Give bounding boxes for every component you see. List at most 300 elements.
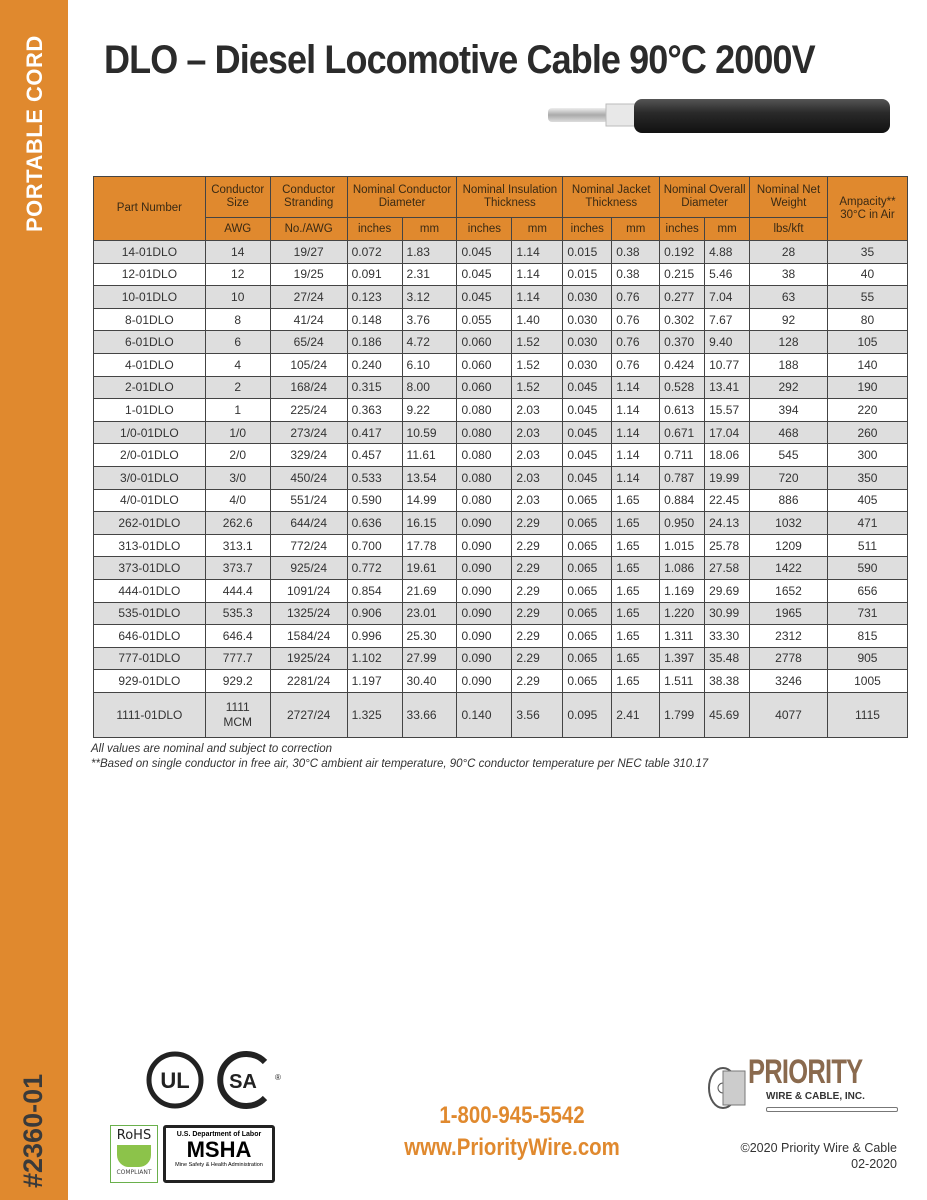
cell-jacket-mm: 1.65 <box>612 512 660 535</box>
cell-insulation-mm: 2.03 <box>512 421 563 444</box>
cell-conductor-dia-in: 0.854 <box>347 579 402 602</box>
cell-part-number: 2/0-01DLO <box>94 444 206 467</box>
header-net-weight: Nominal Net Weight <box>750 177 828 218</box>
cell-conductor-dia-mm: 10.59 <box>402 421 457 444</box>
cell-part-number: 313-01DLO <box>94 534 206 557</box>
cell-overall-dia-in: 0.528 <box>660 376 705 399</box>
cell-ampacity: 260 <box>827 421 907 444</box>
cell-conductor-dia-in: 0.417 <box>347 421 402 444</box>
cell-conductor-dia-mm: 11.61 <box>402 444 457 467</box>
cell-jacket-mm: 1.65 <box>612 557 660 580</box>
cell-overall-dia-in: 0.370 <box>660 331 705 354</box>
unit-lbs-kft: lbs/kft <box>750 218 828 241</box>
cell-ampacity: 511 <box>827 534 907 557</box>
cell-conductor-size: 444.4 <box>205 579 270 602</box>
cell-net-weight: 1209 <box>750 534 828 557</box>
table-row <box>94 534 908 557</box>
cell-insulation-in: 0.080 <box>457 489 512 512</box>
footnotes <box>91 742 708 772</box>
cell-part-number: 1111-01DLO <box>94 692 206 737</box>
cell-part-number: 1/0-01DLO <box>94 421 206 444</box>
table-row <box>94 421 908 444</box>
cell-net-weight: 394 <box>750 399 828 422</box>
table-row <box>94 263 908 286</box>
cell-stranding: 41/24 <box>270 308 347 331</box>
cell-jacket-in: 0.030 <box>563 286 612 309</box>
cell-part-number: 6-01DLO <box>94 331 206 354</box>
cell-conductor-size: 3/0 <box>205 466 270 489</box>
cell-overall-dia-in: 0.613 <box>660 399 705 422</box>
cell-conductor-dia-mm: 19.61 <box>402 557 457 580</box>
rohs-sub: COMPLIANT <box>116 1169 152 1176</box>
cell-jacket-mm: 1.14 <box>612 376 660 399</box>
cell-ampacity: 731 <box>827 602 907 625</box>
cell-jacket-in: 0.065 <box>563 647 612 670</box>
unit-mm: mm <box>512 218 563 241</box>
cell-conductor-dia-in: 0.091 <box>347 263 402 286</box>
cell-insulation-in: 0.045 <box>457 263 512 286</box>
table-row <box>94 602 908 625</box>
cell-overall-dia-mm: 18.06 <box>705 444 750 467</box>
cell-jacket-mm: 2.41 <box>612 692 660 737</box>
cell-conductor-dia-in: 0.240 <box>347 353 402 376</box>
cell-net-weight: 720 <box>750 466 828 489</box>
cell-insulation-mm: 2.29 <box>512 647 563 670</box>
cable-illustration <box>548 98 893 134</box>
cell-net-weight: 1422 <box>750 557 828 580</box>
cell-ampacity: 40 <box>827 263 907 286</box>
cell-jacket-in: 0.095 <box>563 692 612 737</box>
cell-insulation-mm: 2.29 <box>512 602 563 625</box>
cell-conductor-dia-mm: 4.72 <box>402 331 457 354</box>
cell-ampacity: 905 <box>827 647 907 670</box>
cell-insulation-in: 0.090 <box>457 579 512 602</box>
table-row <box>94 308 908 331</box>
cell-conductor-size: 4 <box>205 353 270 376</box>
cell-part-number: 3/0-01DLO <box>94 466 206 489</box>
cell-conductor-dia-mm: 13.54 <box>402 466 457 489</box>
cell-conductor-size: 646.4 <box>205 625 270 648</box>
header-jacket-thickness: Nominal Jacket Thickness <box>563 177 660 218</box>
cell-insulation-mm: 2.03 <box>512 466 563 489</box>
cell-jacket-in: 0.015 <box>563 241 612 264</box>
website-link[interactable]: www.PriorityWire.com <box>404 1134 620 1161</box>
unit-inches: inches <box>347 218 402 241</box>
table-row <box>94 399 908 422</box>
cell-conductor-dia-in: 0.906 <box>347 602 402 625</box>
cell-net-weight: 38 <box>750 263 828 286</box>
table-row <box>94 466 908 489</box>
cell-conductor-size: 373.7 <box>205 557 270 580</box>
cell-conductor-dia-in: 0.186 <box>347 331 402 354</box>
cell-conductor-dia-in: 1.197 <box>347 670 402 693</box>
cell-overall-dia-mm: 33.30 <box>705 625 750 648</box>
header-conductor-size: Conductor Size <box>205 177 270 218</box>
table-row <box>94 625 908 648</box>
contact-block <box>382 1102 642 1162</box>
cell-net-weight: 2778 <box>750 647 828 670</box>
cell-conductor-dia-mm: 8.00 <box>402 376 457 399</box>
cell-stranding: 105/24 <box>270 353 347 376</box>
cell-stranding: 644/24 <box>270 512 347 535</box>
cell-conductor-dia-in: 0.315 <box>347 376 402 399</box>
cell-conductor-dia-in: 0.996 <box>347 625 402 648</box>
cell-insulation-in: 0.090 <box>457 647 512 670</box>
table-row <box>94 286 908 309</box>
cell-overall-dia-in: 1.397 <box>660 647 705 670</box>
category-label: PORTABLE CORD <box>22 35 47 232</box>
cell-conductor-dia-mm: 1.83 <box>402 241 457 264</box>
cell-conductor-dia-mm: 21.69 <box>402 579 457 602</box>
cell-ampacity: 105 <box>827 331 907 354</box>
cell-overall-dia-mm: 5.46 <box>705 263 750 286</box>
cell-conductor-size: 14 <box>205 241 270 264</box>
cell-conductor-dia-mm: 27.99 <box>402 647 457 670</box>
table-row <box>94 512 908 535</box>
table-row <box>94 670 908 693</box>
cell-part-number: 373-01DLO <box>94 557 206 580</box>
cell-net-weight: 2312 <box>750 625 828 648</box>
cell-conductor-size: 929.2 <box>205 670 270 693</box>
cell-conductor-dia-in: 1.102 <box>347 647 402 670</box>
cell-overall-dia-mm: 27.58 <box>705 557 750 580</box>
document-number: #2360-01 <box>18 1073 48 1188</box>
cell-jacket-in: 0.065 <box>563 602 612 625</box>
cell-insulation-mm: 2.29 <box>512 534 563 557</box>
cell-conductor-dia-mm: 30.40 <box>402 670 457 693</box>
cell-ampacity: 815 <box>827 625 907 648</box>
phone-number[interactable]: 1-800-945-5542 <box>439 1102 585 1129</box>
cell-stranding: 925/24 <box>270 557 347 580</box>
cell-net-weight: 4077 <box>750 692 828 737</box>
cell-jacket-in: 0.065 <box>563 512 612 535</box>
cell-insulation-in: 0.080 <box>457 421 512 444</box>
cell-jacket-mm: 0.76 <box>612 308 660 331</box>
cell-conductor-dia-mm: 16.15 <box>402 512 457 535</box>
table-body <box>94 241 908 738</box>
cell-overall-dia-in: 1.086 <box>660 557 705 580</box>
cell-stranding: 168/24 <box>270 376 347 399</box>
cell-insulation-in: 0.055 <box>457 308 512 331</box>
table-row <box>94 557 908 580</box>
cell-conductor-size: 8 <box>205 308 270 331</box>
cell-conductor-size: 2/0 <box>205 444 270 467</box>
cell-overall-dia-mm: 9.40 <box>705 331 750 354</box>
rohs-logo <box>110 1125 158 1183</box>
cell-conductor-size: 4/0 <box>205 489 270 512</box>
cell-stranding: 19/27 <box>270 241 347 264</box>
cell-jacket-mm: 1.65 <box>612 625 660 648</box>
cell-insulation-in: 0.045 <box>457 241 512 264</box>
svg-text:UL: UL <box>160 1068 190 1093</box>
cell-insulation-mm: 2.29 <box>512 579 563 602</box>
cell-insulation-in: 0.090 <box>457 625 512 648</box>
cell-stranding: 273/24 <box>270 421 347 444</box>
cell-part-number: 777-01DLO <box>94 647 206 670</box>
cell-insulation-in: 0.090 <box>457 534 512 557</box>
cell-overall-dia-in: 0.215 <box>660 263 705 286</box>
cell-stranding: 1925/24 <box>270 647 347 670</box>
cell-ampacity: 55 <box>827 286 907 309</box>
cell-insulation-mm: 1.14 <box>512 263 563 286</box>
table-row <box>94 692 908 737</box>
cell-insulation-in: 0.080 <box>457 399 512 422</box>
cell-part-number: 929-01DLO <box>94 670 206 693</box>
cell-conductor-dia-in: 0.590 <box>347 489 402 512</box>
cell-overall-dia-mm: 17.04 <box>705 421 750 444</box>
cell-part-number: 444-01DLO <box>94 579 206 602</box>
cell-insulation-in: 0.080 <box>457 466 512 489</box>
cell-overall-dia-mm: 4.88 <box>705 241 750 264</box>
priority-sub: WIRE & CABLE, INC. <box>766 1091 865 1102</box>
cell-ampacity: 590 <box>827 557 907 580</box>
cell-overall-dia-in: 1.169 <box>660 579 705 602</box>
header-conductor-diameter: Nominal Conductor Diameter <box>347 177 457 218</box>
cell-stranding: 551/24 <box>270 489 347 512</box>
cell-conductor-dia-in: 0.772 <box>347 557 402 580</box>
cell-net-weight: 468 <box>750 421 828 444</box>
cell-conductor-size: 313.1 <box>205 534 270 557</box>
cell-jacket-in: 0.030 <box>563 353 612 376</box>
cell-ampacity: 405 <box>827 489 907 512</box>
cell-insulation-in: 0.080 <box>457 444 512 467</box>
cell-conductor-dia-in: 1.325 <box>347 692 402 737</box>
cell-jacket-mm: 1.14 <box>612 466 660 489</box>
cell-overall-dia-mm: 10.77 <box>705 353 750 376</box>
cell-insulation-mm: 2.29 <box>512 670 563 693</box>
cell-conductor-dia-in: 0.636 <box>347 512 402 535</box>
svg-text:SA: SA <box>229 1071 257 1093</box>
cell-stranding: 1584/24 <box>270 625 347 648</box>
cell-conductor-dia-mm: 3.12 <box>402 286 457 309</box>
cell-conductor-dia-mm: 2.31 <box>402 263 457 286</box>
cell-net-weight: 292 <box>750 376 828 399</box>
table-row <box>94 579 908 602</box>
cell-insulation-mm: 1.52 <box>512 376 563 399</box>
cell-jacket-mm: 0.38 <box>612 241 660 264</box>
cell-insulation-mm: 2.29 <box>512 512 563 535</box>
cell-conductor-size: 777.7 <box>205 647 270 670</box>
cell-jacket-mm: 1.65 <box>612 489 660 512</box>
cell-stranding: 65/24 <box>270 331 347 354</box>
msha-text: MSHA <box>186 1137 252 1162</box>
cell-overall-dia-in: 0.950 <box>660 512 705 535</box>
cell-overall-dia-mm: 45.69 <box>705 692 750 737</box>
cell-stranding: 772/24 <box>270 534 347 557</box>
cell-part-number: 262-01DLO <box>94 512 206 535</box>
cell-overall-dia-in: 1.015 <box>660 534 705 557</box>
cell-ampacity: 140 <box>827 353 907 376</box>
cell-ampacity: 656 <box>827 579 907 602</box>
cell-insulation-mm: 3.56 <box>512 692 563 737</box>
cell-stranding: 329/24 <box>270 444 347 467</box>
cell-conductor-dia-mm: 9.22 <box>402 399 457 422</box>
cell-net-weight: 28 <box>750 241 828 264</box>
cell-jacket-in: 0.045 <box>563 376 612 399</box>
header-insulation-thickness: Nominal Insulation Thickness <box>457 177 563 218</box>
cell-overall-dia-in: 0.277 <box>660 286 705 309</box>
ul-logo <box>145 1050 205 1110</box>
cell-net-weight: 63 <box>750 286 828 309</box>
table-row <box>94 489 908 512</box>
cell-conductor-size: 10 <box>205 286 270 309</box>
cell-conductor-dia-in: 0.457 <box>347 444 402 467</box>
msha-sub: Mine Safety & Health Administration <box>175 1162 263 1168</box>
orange-sidebar <box>0 0 68 1200</box>
cell-insulation-mm: 2.03 <box>512 444 563 467</box>
cell-conductor-dia-mm: 14.99 <box>402 489 457 512</box>
cell-overall-dia-mm: 30.99 <box>705 602 750 625</box>
cell-conductor-dia-in: 0.363 <box>347 399 402 422</box>
cell-conductor-dia-mm: 23.01 <box>402 602 457 625</box>
cell-jacket-mm: 1.65 <box>612 534 660 557</box>
cell-part-number: 10-01DLO <box>94 286 206 309</box>
cell-insulation-in: 0.090 <box>457 602 512 625</box>
cell-net-weight: 1965 <box>750 602 828 625</box>
cell-jacket-in: 0.065 <box>563 625 612 648</box>
header-ampacity: Ampacity** 30°C in Air <box>827 177 907 241</box>
cell-part-number: 4-01DLO <box>94 353 206 376</box>
cell-jacket-mm: 1.65 <box>612 602 660 625</box>
cell-net-weight: 128 <box>750 331 828 354</box>
cell-overall-dia-mm: 7.67 <box>705 308 750 331</box>
unit-awg: AWG <box>205 218 270 241</box>
cell-net-weight: 886 <box>750 489 828 512</box>
cell-net-weight: 1652 <box>750 579 828 602</box>
cell-ampacity: 35 <box>827 241 907 264</box>
cell-jacket-in: 0.065 <box>563 534 612 557</box>
cell-overall-dia-mm: 15.57 <box>705 399 750 422</box>
cell-overall-dia-in: 1.311 <box>660 625 705 648</box>
cell-overall-dia-in: 0.302 <box>660 308 705 331</box>
cell-stranding: 2727/24 <box>270 692 347 737</box>
cell-insulation-in: 0.045 <box>457 286 512 309</box>
cell-insulation-mm: 2.03 <box>512 489 563 512</box>
cell-net-weight: 92 <box>750 308 828 331</box>
cell-conductor-size: 262.6 <box>205 512 270 535</box>
cell-conductor-size: 1 <box>205 399 270 422</box>
cell-conductor-dia-mm: 33.66 <box>402 692 457 737</box>
cell-part-number: 4/0-01DLO <box>94 489 206 512</box>
cell-net-weight: 3246 <box>750 670 828 693</box>
cell-ampacity: 80 <box>827 308 907 331</box>
cell-jacket-in: 0.045 <box>563 399 612 422</box>
cell-stranding: 450/24 <box>270 466 347 489</box>
cell-net-weight: 545 <box>750 444 828 467</box>
cell-conductor-dia-in: 0.700 <box>347 534 402 557</box>
copyright-block <box>741 1140 898 1172</box>
cell-insulation-in: 0.060 <box>457 376 512 399</box>
table-row <box>94 376 908 399</box>
cell-overall-dia-in: 0.424 <box>660 353 705 376</box>
unit-mm: mm <box>612 218 660 241</box>
cell-ampacity: 190 <box>827 376 907 399</box>
cell-overall-dia-mm: 38.38 <box>705 670 750 693</box>
cell-insulation-mm: 2.03 <box>512 399 563 422</box>
cell-jacket-mm: 0.76 <box>612 286 660 309</box>
cell-part-number: 535-01DLO <box>94 602 206 625</box>
cell-stranding: 19/25 <box>270 263 347 286</box>
csa-logo <box>215 1050 285 1110</box>
cell-overall-dia-mm: 29.69 <box>705 579 750 602</box>
cell-insulation-in: 0.060 <box>457 331 512 354</box>
cell-stranding: 1325/24 <box>270 602 347 625</box>
cell-insulation-in: 0.060 <box>457 353 512 376</box>
cell-conductor-size: 1/0 <box>205 421 270 444</box>
cell-ampacity: 1115 <box>827 692 907 737</box>
cell-jacket-mm: 0.76 <box>612 353 660 376</box>
cell-overall-dia-in: 0.884 <box>660 489 705 512</box>
cell-ampacity: 350 <box>827 466 907 489</box>
cell-overall-dia-in: 0.711 <box>660 444 705 467</box>
table-row <box>94 241 908 264</box>
cell-insulation-mm: 2.29 <box>512 625 563 648</box>
cell-jacket-mm: 1.65 <box>612 579 660 602</box>
unit-inches: inches <box>457 218 512 241</box>
cell-part-number: 2-01DLO <box>94 376 206 399</box>
cell-ampacity: 1005 <box>827 670 907 693</box>
table-row <box>94 444 908 467</box>
unit-inches: inches <box>563 218 612 241</box>
cell-conductor-size: 535.3 <box>205 602 270 625</box>
cell-jacket-in: 0.030 <box>563 308 612 331</box>
spec-table <box>93 176 908 738</box>
table-row <box>94 331 908 354</box>
cell-conductor-size: 12 <box>205 263 270 286</box>
table-row <box>94 647 908 670</box>
cell-overall-dia-in: 0.192 <box>660 241 705 264</box>
note-nominal: All values are nominal and subject to correction <box>91 743 332 755</box>
cell-insulation-mm: 1.52 <box>512 353 563 376</box>
cell-conductor-dia-mm: 3.76 <box>402 308 457 331</box>
svg-text:®: ® <box>275 1073 281 1082</box>
cell-conductor-dia-in: 0.148 <box>347 308 402 331</box>
cell-jacket-mm: 1.14 <box>612 421 660 444</box>
table-row <box>94 353 908 376</box>
cell-overall-dia-mm: 7.04 <box>705 286 750 309</box>
cell-jacket-in: 0.045 <box>563 466 612 489</box>
cell-part-number: 8-01DLO <box>94 308 206 331</box>
revision-date: 02-2020 <box>851 1157 897 1171</box>
cell-conductor-size: 2 <box>205 376 270 399</box>
cell-net-weight: 1032 <box>750 512 828 535</box>
cell-stranding: 225/24 <box>270 399 347 422</box>
header-overall-diameter: Nominal Overall Diameter <box>660 177 750 218</box>
cell-jacket-in: 0.045 <box>563 444 612 467</box>
cell-insulation-in: 0.090 <box>457 670 512 693</box>
cell-stranding: 2281/24 <box>270 670 347 693</box>
cell-jacket-mm: 0.38 <box>612 263 660 286</box>
cell-insulation-mm: 1.14 <box>512 241 563 264</box>
cell-conductor-dia-in: 0.072 <box>347 241 402 264</box>
unit-mm: mm <box>705 218 750 241</box>
msha-logo <box>163 1125 275 1183</box>
copyright: ©2020 Priority Wire & Cable <box>740 1141 897 1155</box>
cell-jacket-mm: 1.14 <box>612 399 660 422</box>
cell-part-number: 646-01DLO <box>94 625 206 648</box>
note-ampacity: **Based on single conductor in free air, 30°C ambient air temperature, 90°C conductor temperature per NEC table 310.17 <box>91 758 709 770</box>
priority-logo <box>700 1055 900 1115</box>
cell-jacket-in: 0.065 <box>563 670 612 693</box>
cell-insulation-mm: 2.29 <box>512 557 563 580</box>
cell-overall-dia-in: 1.220 <box>660 602 705 625</box>
cell-part-number: 12-01DLO <box>94 263 206 286</box>
cell-jacket-in: 0.015 <box>563 263 612 286</box>
cell-jacket-mm: 1.65 <box>612 670 660 693</box>
cell-overall-dia-mm: 22.45 <box>705 489 750 512</box>
cell-conductor-dia-mm: 17.78 <box>402 534 457 557</box>
cell-overall-dia-mm: 35.48 <box>705 647 750 670</box>
